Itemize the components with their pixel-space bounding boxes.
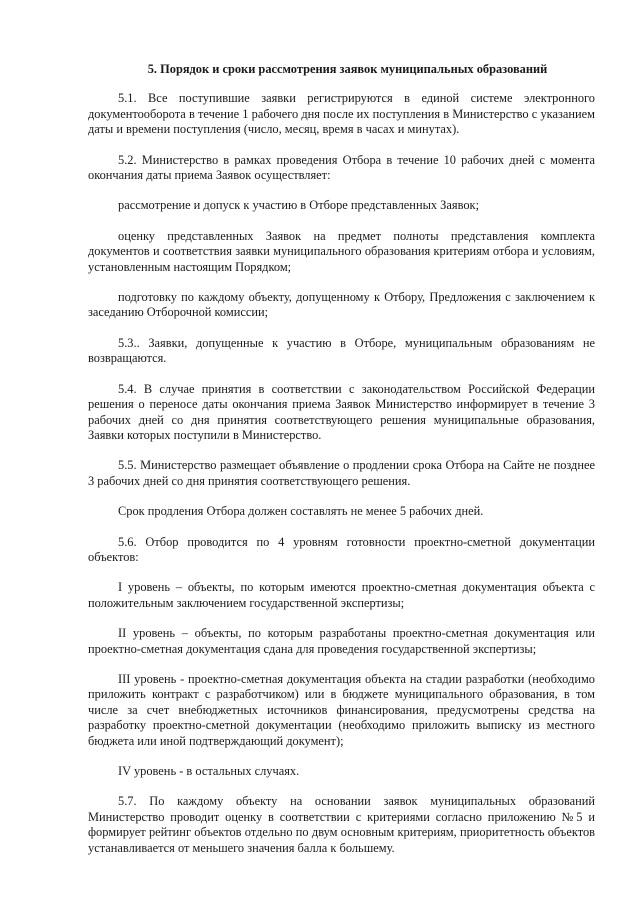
paragraph-5-1: 5.1. Все поступившие заявки регистрируются в единой системе электронного документооборота в течение 1 рабочего дня после их поступления в Министерство с указанием даты и времени поступления (число, месяц, время в часах и минутах). (88, 91, 595, 137)
paragraph-5-3: 5.3.. Заявки, допущенные к участию в Отборе, муниципальным образованиям не возвращаются. (88, 335, 595, 366)
document-body (88, 62, 595, 871)
paragraph-level-1: I уровень – объекты, по которым имеются проектно-сметная документация объекта с положительным заключением государственной экспертизы; (88, 580, 595, 610)
paragraph-5-7: 5.7. По каждому объекту на основании заявок муниципальных образований Министерство проводит оценку в соответствии с критериями согласно приложению №5 и формирует рейтинг объектов отдельно по двум основным критериям, приоритетность объектов устанавливается от меньшего значения балла к большему. (88, 794, 595, 855)
paragraph-extension-term: Срок продления Отбора должен составлять не менее 5 рабочих дней. (118, 504, 484, 519)
paragraph-level-4: IV уровень - в остальных случаях. (118, 764, 300, 778)
paragraph-5-5: 5.5. Министерство размещает объявление о продлении срока Отбора на Сайте не позднее 3 рабочих дней со дня принятия соответствующего решения. (88, 458, 595, 488)
paragraph-5-6: 5.6. Отбор проводится по 4 уровням готовности проектно-сметной документации объектов: (88, 534, 595, 564)
paragraph-5-2-item-preparation: подготовку по каждому объекту, допущенному к Отбору, Предложения с заключением к заседанию Отборочной комиссии; (88, 290, 595, 320)
paragraph-level-2: II уровень – объекты, по которым разработаны проектно-сметная документация или проектно-сметная документация сдана для проведения государственной экспертизы; (88, 626, 595, 656)
paragraph-5-2-item-review: рассмотрение и допуск к участию в Отборе представленных Заявок; (118, 198, 480, 213)
paragraph-5-4: 5.4. В случае принятия в соответствии с законодательством Российской Федерации решения о переносе даты окончания приема Заявок Министерство информирует в течение 3 рабочих дней со дня принятия соответствующего решения муниципальные образования, Заявки которых поступили в Министерство. (88, 381, 595, 442)
paragraph-5-2: 5.2. Министерство в рамках проведения Отбора в течение 10 рабочих дней с момента окончания даты приема Заявок осуществляет: (88, 152, 595, 183)
paragraph-5-2-item-assessment: оценку представленных Заявок на предмет полноты представления комплекта документов и соответствия заявки муниципального образования критериям отбора и условиям, установленным настоящим Порядком; (88, 228, 595, 274)
paragraph-level-3: III уровень - проектно-сметная документация объекта на стадии разработки (необходимо приложить контракт с разработчиком) или в бюджете муниципального образования, в том числе за счет внебюджетных источников финансирования, предусмотрены средства на разработку проектно-сметной документации (необходимо приложить выписку из местного бюджета или иной подтверждающий документ); (88, 671, 595, 748)
section-heading: 5. Порядок и сроки рассмотрения заявок муниципальных образований (147, 62, 548, 76)
